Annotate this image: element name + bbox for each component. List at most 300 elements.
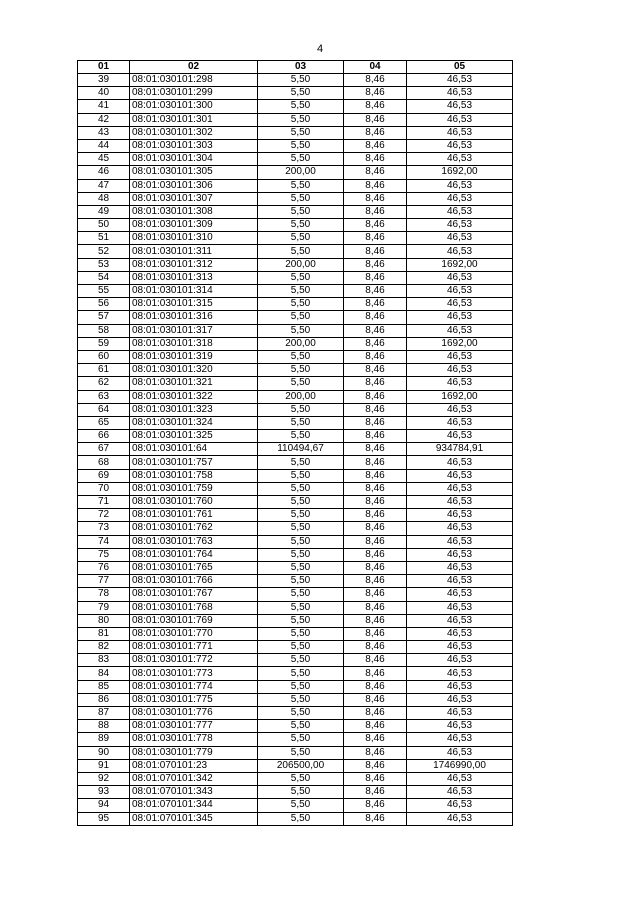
row-number-cell: 78	[78, 588, 130, 601]
cadastral-number-cell: 08:01:030101:315	[130, 298, 258, 311]
value-04-cell: 8,46	[344, 219, 407, 232]
value-05-cell: 46,53	[407, 786, 513, 799]
value-03-cell: 5,50	[258, 113, 344, 126]
cadastral-number-cell: 08:01:030101:313	[130, 271, 258, 284]
value-03-cell: 110494,67	[258, 443, 344, 456]
row-number-cell: 69	[78, 469, 130, 482]
value-05-cell: 46,53	[407, 416, 513, 429]
row-number-cell: 80	[78, 614, 130, 627]
value-04-cell: 8,46	[344, 337, 407, 350]
value-05-cell: 46,53	[407, 535, 513, 548]
cadastral-number-cell: 08:01:030101:776	[130, 707, 258, 720]
value-04-cell: 8,46	[344, 759, 407, 772]
value-03-cell: 5,50	[258, 377, 344, 390]
value-03-cell: 5,50	[258, 153, 344, 166]
value-04-cell: 8,46	[344, 324, 407, 337]
row-number-cell: 67	[78, 443, 130, 456]
value-05-cell: 46,53	[407, 641, 513, 654]
table-row	[78, 680, 513, 693]
row-number-cell: 57	[78, 311, 130, 324]
cadastral-number-cell: 08:01:030101:318	[130, 337, 258, 350]
value-04-cell: 8,46	[344, 377, 407, 390]
value-04-cell: 8,46	[344, 443, 407, 456]
value-03-cell: 5,50	[258, 74, 344, 87]
row-number-cell: 56	[78, 298, 130, 311]
value-03-cell: 5,50	[258, 627, 344, 640]
cadastral-number-cell: 08:01:030101:325	[130, 430, 258, 443]
value-03-cell: 5,50	[258, 311, 344, 324]
cadastral-number-cell: 08:01:030101:764	[130, 548, 258, 561]
table-row	[78, 298, 513, 311]
value-04-cell: 8,46	[344, 298, 407, 311]
value-03-cell: 5,50	[258, 496, 344, 509]
value-03-cell: 5,50	[258, 285, 344, 298]
value-03-cell: 5,50	[258, 654, 344, 667]
row-number-cell: 59	[78, 337, 130, 350]
row-number-cell: 77	[78, 575, 130, 588]
value-05-cell: 934784,91	[407, 443, 513, 456]
table-row	[78, 509, 513, 522]
row-number-cell: 50	[78, 219, 130, 232]
value-03-cell: 5,50	[258, 192, 344, 205]
value-05-cell: 1692,00	[407, 166, 513, 179]
value-04-cell: 8,46	[344, 113, 407, 126]
value-05-cell: 46,53	[407, 667, 513, 680]
value-03-cell: 5,50	[258, 205, 344, 218]
cadastral-number-cell: 08:01:030101:321	[130, 377, 258, 390]
table-row	[78, 205, 513, 218]
value-03-cell: 5,50	[258, 667, 344, 680]
row-number-cell: 84	[78, 667, 130, 680]
cadastral-number-cell: 08:01:030101:758	[130, 469, 258, 482]
table-row	[78, 746, 513, 759]
row-number-cell: 82	[78, 641, 130, 654]
value-04-cell: 8,46	[344, 496, 407, 509]
column-header-02: 02	[130, 61, 258, 74]
cadastral-number-cell: 08:01:030101:302	[130, 126, 258, 139]
value-03-cell: 5,50	[258, 87, 344, 100]
row-number-cell: 54	[78, 271, 130, 284]
cadastral-number-cell: 08:01:030101:765	[130, 561, 258, 574]
cadastral-number-cell: 08:01:070101:342	[130, 772, 258, 785]
value-05-cell: 46,53	[407, 693, 513, 706]
value-03-cell: 5,50	[258, 707, 344, 720]
value-03-cell: 5,50	[258, 799, 344, 812]
value-03-cell: 200,00	[258, 390, 344, 403]
cadastral-number-cell: 08:01:030101:779	[130, 746, 258, 759]
value-04-cell: 8,46	[344, 179, 407, 192]
value-05-cell: 46,53	[407, 430, 513, 443]
cadastral-number-cell: 08:01:030101:767	[130, 588, 258, 601]
value-03-cell: 206500,00	[258, 759, 344, 772]
value-05-cell: 46,53	[407, 87, 513, 100]
value-04-cell: 8,46	[344, 548, 407, 561]
cadastral-number-cell: 08:01:030101:299	[130, 87, 258, 100]
value-05-cell: 46,53	[407, 179, 513, 192]
value-05-cell: 46,53	[407, 509, 513, 522]
table-row	[78, 74, 513, 87]
table-row	[78, 271, 513, 284]
cadastral-number-cell: 08:01:030101:775	[130, 693, 258, 706]
value-05-cell: 46,53	[407, 232, 513, 245]
value-04-cell: 8,46	[344, 416, 407, 429]
table-row	[78, 707, 513, 720]
table-row	[78, 522, 513, 535]
value-05-cell: 46,53	[407, 733, 513, 746]
row-number-cell: 49	[78, 205, 130, 218]
value-04-cell: 8,46	[344, 812, 407, 825]
table-row	[78, 456, 513, 469]
row-number-cell: 88	[78, 720, 130, 733]
value-03-cell: 5,50	[258, 746, 344, 759]
cadastral-number-cell: 08:01:030101:322	[130, 390, 258, 403]
cadastral-number-cell: 08:01:070101:343	[130, 786, 258, 799]
value-05-cell: 46,53	[407, 522, 513, 535]
value-05-cell: 46,53	[407, 614, 513, 627]
value-03-cell: 5,50	[258, 430, 344, 443]
table-row	[78, 641, 513, 654]
cadastral-number-cell: 08:01:030101:317	[130, 324, 258, 337]
value-03-cell: 5,50	[258, 575, 344, 588]
value-03-cell: 5,50	[258, 179, 344, 192]
value-03-cell: 5,50	[258, 614, 344, 627]
table-row	[78, 430, 513, 443]
value-03-cell: 5,50	[258, 456, 344, 469]
value-05-cell: 46,53	[407, 456, 513, 469]
table-row	[78, 153, 513, 166]
cadastral-number-cell: 08:01:030101:312	[130, 258, 258, 271]
row-number-cell: 74	[78, 535, 130, 548]
cadastral-number-cell: 08:01:030101:319	[130, 350, 258, 363]
row-number-cell: 86	[78, 693, 130, 706]
row-number-cell: 53	[78, 258, 130, 271]
row-number-cell: 39	[78, 74, 130, 87]
cadastral-number-cell: 08:01:030101:770	[130, 627, 258, 640]
table-row	[78, 561, 513, 574]
table-row	[78, 390, 513, 403]
table-row	[78, 799, 513, 812]
value-05-cell: 46,53	[407, 772, 513, 785]
table-row	[78, 772, 513, 785]
value-03-cell: 5,50	[258, 588, 344, 601]
value-04-cell: 8,46	[344, 522, 407, 535]
row-number-cell: 62	[78, 377, 130, 390]
cadastral-number-cell: 08:01:030101:300	[130, 100, 258, 113]
cadastral-number-cell: 08:01:030101:773	[130, 667, 258, 680]
value-05-cell: 46,53	[407, 219, 513, 232]
table-row	[78, 654, 513, 667]
row-number-cell: 90	[78, 746, 130, 759]
value-03-cell: 5,50	[258, 350, 344, 363]
row-number-cell: 48	[78, 192, 130, 205]
value-05-cell: 46,53	[407, 126, 513, 139]
value-03-cell: 5,50	[258, 298, 344, 311]
table-row	[78, 812, 513, 825]
row-number-cell: 95	[78, 812, 130, 825]
value-05-cell: 1692,00	[407, 337, 513, 350]
value-04-cell: 8,46	[344, 720, 407, 733]
value-05-cell: 1692,00	[407, 390, 513, 403]
row-number-cell: 55	[78, 285, 130, 298]
column-header-04: 04	[344, 61, 407, 74]
value-04-cell: 8,46	[344, 667, 407, 680]
value-03-cell: 5,50	[258, 522, 344, 535]
value-04-cell: 8,46	[344, 614, 407, 627]
value-04-cell: 8,46	[344, 641, 407, 654]
cadastral-number-cell: 08:01:030101:761	[130, 509, 258, 522]
table-row	[78, 693, 513, 706]
row-number-cell: 79	[78, 601, 130, 614]
cadastral-number-cell: 08:01:030101:766	[130, 575, 258, 588]
table-row	[78, 139, 513, 152]
value-05-cell: 46,53	[407, 496, 513, 509]
table-row	[78, 575, 513, 588]
value-03-cell: 5,50	[258, 720, 344, 733]
value-04-cell: 8,46	[344, 693, 407, 706]
cadastral-number-cell: 08:01:030101:771	[130, 641, 258, 654]
table-row	[78, 377, 513, 390]
value-03-cell: 200,00	[258, 166, 344, 179]
table-row	[78, 350, 513, 363]
cadastral-number-cell: 08:01:070101:23	[130, 759, 258, 772]
cadastral-number-cell: 08:01:030101:768	[130, 601, 258, 614]
value-05-cell: 1692,00	[407, 258, 513, 271]
row-number-cell: 73	[78, 522, 130, 535]
value-04-cell: 8,46	[344, 403, 407, 416]
row-number-cell: 92	[78, 772, 130, 785]
cadastral-number-cell: 08:01:030101:307	[130, 192, 258, 205]
table-row	[78, 285, 513, 298]
cadastral-number-cell: 08:01:030101:759	[130, 482, 258, 495]
value-05-cell: 46,53	[407, 311, 513, 324]
table-row	[78, 482, 513, 495]
cadastral-number-cell: 08:01:030101:305	[130, 166, 258, 179]
table-row	[78, 403, 513, 416]
row-number-cell: 43	[78, 126, 130, 139]
cadastral-number-cell: 08:01:030101:760	[130, 496, 258, 509]
value-04-cell: 8,46	[344, 74, 407, 87]
value-04-cell: 8,46	[344, 153, 407, 166]
table-row	[78, 548, 513, 561]
cadastral-number-cell: 08:01:030101:320	[130, 364, 258, 377]
cadastral-number-cell: 08:01:030101:314	[130, 285, 258, 298]
table-row	[78, 786, 513, 799]
cadastral-number-cell: 08:01:030101:324	[130, 416, 258, 429]
value-04-cell: 8,46	[344, 258, 407, 271]
value-04-cell: 8,46	[344, 561, 407, 574]
value-05-cell: 46,53	[407, 627, 513, 640]
value-04-cell: 8,46	[344, 205, 407, 218]
table-row	[78, 324, 513, 337]
value-04-cell: 8,46	[344, 786, 407, 799]
cadastral-number-cell: 08:01:030101:763	[130, 535, 258, 548]
table-row	[78, 113, 513, 126]
row-number-cell: 72	[78, 509, 130, 522]
value-03-cell: 5,50	[258, 324, 344, 337]
value-03-cell: 5,50	[258, 509, 344, 522]
value-03-cell: 5,50	[258, 100, 344, 113]
value-04-cell: 8,46	[344, 364, 407, 377]
value-04-cell: 8,46	[344, 87, 407, 100]
value-05-cell: 1746990,00	[407, 759, 513, 772]
table-row	[78, 219, 513, 232]
row-number-cell: 87	[78, 707, 130, 720]
table-row	[78, 245, 513, 258]
row-number-cell: 51	[78, 232, 130, 245]
value-05-cell: 46,53	[407, 205, 513, 218]
value-04-cell: 8,46	[344, 469, 407, 482]
column-header-03: 03	[258, 61, 344, 74]
value-05-cell: 46,53	[407, 245, 513, 258]
page-number: 4	[316, 43, 324, 55]
value-03-cell: 5,50	[258, 601, 344, 614]
row-number-cell: 52	[78, 245, 130, 258]
cadastral-number-cell: 08:01:030101:298	[130, 74, 258, 87]
cadastral-number-cell: 08:01:030101:774	[130, 680, 258, 693]
value-04-cell: 8,46	[344, 601, 407, 614]
value-05-cell: 46,53	[407, 271, 513, 284]
cadastral-number-cell: 08:01:030101:316	[130, 311, 258, 324]
value-05-cell: 46,53	[407, 588, 513, 601]
row-number-cell: 81	[78, 627, 130, 640]
value-05-cell: 46,53	[407, 548, 513, 561]
row-number-cell: 47	[78, 179, 130, 192]
cadastral-number-cell: 08:01:030101:311	[130, 245, 258, 258]
data-table	[77, 60, 513, 826]
cadastral-number-cell: 08:01:030101:762	[130, 522, 258, 535]
value-05-cell: 46,53	[407, 707, 513, 720]
table-row	[78, 667, 513, 680]
cadastral-number-cell: 08:01:070101:345	[130, 812, 258, 825]
value-04-cell: 8,46	[344, 588, 407, 601]
value-03-cell: 5,50	[258, 126, 344, 139]
value-05-cell: 46,53	[407, 139, 513, 152]
value-05-cell: 46,53	[407, 350, 513, 363]
value-03-cell: 5,50	[258, 812, 344, 825]
cadastral-number-cell: 08:01:030101:778	[130, 733, 258, 746]
value-03-cell: 5,50	[258, 232, 344, 245]
table-row	[78, 588, 513, 601]
value-03-cell: 5,50	[258, 416, 344, 429]
cadastral-number-cell: 08:01:030101:304	[130, 153, 258, 166]
value-03-cell: 200,00	[258, 258, 344, 271]
table-row	[78, 166, 513, 179]
row-number-cell: 91	[78, 759, 130, 772]
row-number-cell: 70	[78, 482, 130, 495]
cadastral-number-cell: 08:01:030101:309	[130, 219, 258, 232]
table-row	[78, 179, 513, 192]
value-05-cell: 46,53	[407, 561, 513, 574]
row-number-cell: 85	[78, 680, 130, 693]
table-row	[78, 443, 513, 456]
table-row	[78, 720, 513, 733]
value-03-cell: 5,50	[258, 364, 344, 377]
value-04-cell: 8,46	[344, 139, 407, 152]
cadastral-number-cell: 08:01:030101:769	[130, 614, 258, 627]
value-03-cell: 5,50	[258, 772, 344, 785]
row-number-cell: 83	[78, 654, 130, 667]
row-number-cell: 44	[78, 139, 130, 152]
value-03-cell: 5,50	[258, 641, 344, 654]
value-05-cell: 46,53	[407, 100, 513, 113]
value-03-cell: 5,50	[258, 219, 344, 232]
value-03-cell: 5,50	[258, 786, 344, 799]
row-number-cell: 75	[78, 548, 130, 561]
row-number-cell: 65	[78, 416, 130, 429]
table-row	[78, 496, 513, 509]
value-04-cell: 8,46	[344, 482, 407, 495]
table-row	[78, 100, 513, 113]
table-body	[78, 74, 513, 826]
value-05-cell: 46,53	[407, 654, 513, 667]
row-number-cell: 66	[78, 430, 130, 443]
value-05-cell: 46,53	[407, 74, 513, 87]
value-05-cell: 46,53	[407, 377, 513, 390]
row-number-cell: 46	[78, 166, 130, 179]
value-05-cell: 46,53	[407, 469, 513, 482]
row-number-cell: 63	[78, 390, 130, 403]
value-05-cell: 46,53	[407, 113, 513, 126]
row-number-cell: 94	[78, 799, 130, 812]
value-03-cell: 5,50	[258, 403, 344, 416]
table-row	[78, 416, 513, 429]
cadastral-number-cell: 08:01:030101:772	[130, 654, 258, 667]
value-04-cell: 8,46	[344, 245, 407, 258]
value-04-cell: 8,46	[344, 627, 407, 640]
cadastral-number-cell: 08:01:030101:303	[130, 139, 258, 152]
table-row	[78, 126, 513, 139]
table-row	[78, 87, 513, 100]
value-03-cell: 5,50	[258, 245, 344, 258]
cadastral-number-cell: 08:01:030101:323	[130, 403, 258, 416]
cadastral-number-cell: 08:01:030101:64	[130, 443, 258, 456]
table-row	[78, 601, 513, 614]
table-header-row	[78, 61, 513, 74]
value-03-cell: 200,00	[258, 337, 344, 350]
table-row	[78, 733, 513, 746]
table-row	[78, 364, 513, 377]
row-number-cell: 60	[78, 350, 130, 363]
value-03-cell: 5,50	[258, 139, 344, 152]
value-03-cell: 5,50	[258, 680, 344, 693]
value-03-cell: 5,50	[258, 271, 344, 284]
value-05-cell: 46,53	[407, 746, 513, 759]
value-04-cell: 8,46	[344, 350, 407, 363]
value-04-cell: 8,46	[344, 232, 407, 245]
row-number-cell: 61	[78, 364, 130, 377]
value-04-cell: 8,46	[344, 509, 407, 522]
table-row	[78, 311, 513, 324]
table-row	[78, 258, 513, 271]
value-04-cell: 8,46	[344, 100, 407, 113]
value-04-cell: 8,46	[344, 126, 407, 139]
row-number-cell: 58	[78, 324, 130, 337]
value-05-cell: 46,53	[407, 324, 513, 337]
value-03-cell: 5,50	[258, 482, 344, 495]
value-03-cell: 5,50	[258, 561, 344, 574]
value-04-cell: 8,46	[344, 192, 407, 205]
column-header-01: 01	[78, 61, 130, 74]
value-04-cell: 8,46	[344, 535, 407, 548]
value-04-cell: 8,46	[344, 746, 407, 759]
value-03-cell: 5,50	[258, 469, 344, 482]
value-04-cell: 8,46	[344, 456, 407, 469]
row-number-cell: 64	[78, 403, 130, 416]
value-04-cell: 8,46	[344, 285, 407, 298]
value-05-cell: 46,53	[407, 364, 513, 377]
row-number-cell: 89	[78, 733, 130, 746]
cadastral-number-cell: 08:01:030101:306	[130, 179, 258, 192]
